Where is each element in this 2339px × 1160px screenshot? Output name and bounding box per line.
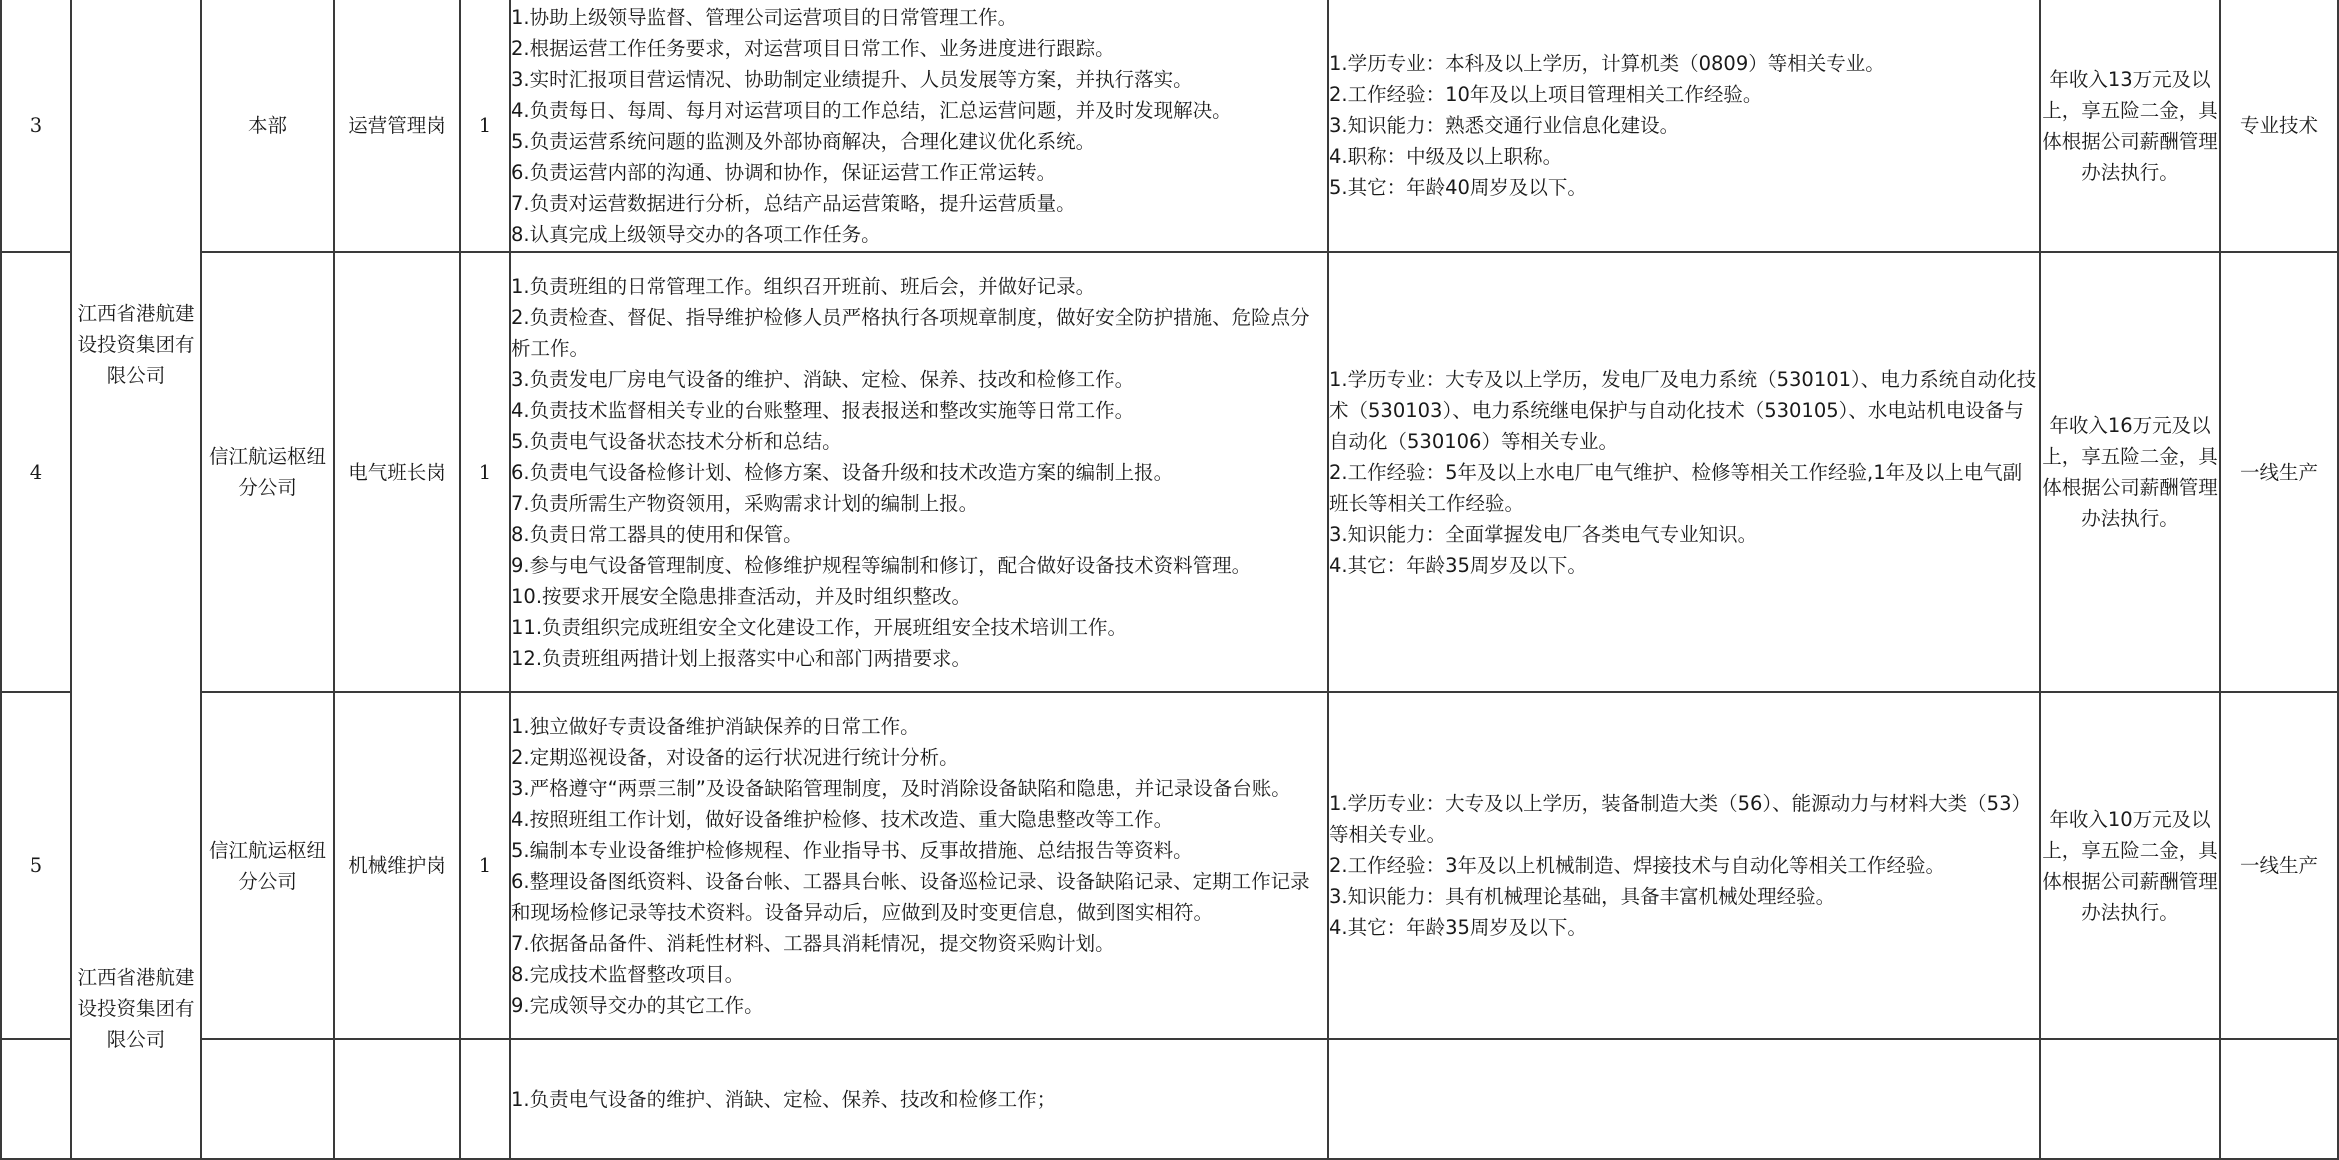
department-cell: 本部 bbox=[201, 0, 334, 252]
duty-line: 5.负责电气设备状态技术分析和总结。 bbox=[511, 429, 842, 453]
duty-line: 5.负责运营系统问题的监测及外部协商解决，合理化建议优化系统。 bbox=[511, 129, 1096, 153]
requirement-line: 4.其它：年龄35周岁及以下。 bbox=[1329, 553, 1587, 577]
category-cell: 一线生产 bbox=[2220, 252, 2338, 692]
duty-line: 6.整理设备图纸资料、设备台帐、工器具台帐、设备巡检记录、设备缺陷记录、定期工作记录和现场检修记录等技术资料。设备异动后，应做到及时变更信息，做到图实相符。 bbox=[511, 869, 1310, 924]
requirement-line: 3.知识能力：全面掌握发电厂各类电气专业知识。 bbox=[1329, 522, 1758, 546]
salary-text: 年收入16万元及以上，享五险二金，具体根据公司薪酬管理办法执行。 bbox=[2042, 414, 2218, 530]
duty-line: 10.按要求开展安全隐患排查活动，并及时组织整改。 bbox=[511, 584, 972, 608]
requirement-line: 3.知识能力：熟悉交通行业信息化建设。 bbox=[1329, 114, 1680, 137]
duty-line: 7.依据备品备件、消耗性材料、工器具消耗情况，提交物资采购计划。 bbox=[511, 931, 1115, 955]
row-number: 5 bbox=[1, 692, 71, 1039]
duty-line: 6.负责电气设备检修计划、检修方案、设备升级和技术改造方案的编制上报。 bbox=[511, 460, 1174, 484]
duty-line: 2.负责检查、督促、指导维护检修人员严格执行各项规章制度，做好安全防护措施、危险点分析工作。 bbox=[511, 305, 1310, 360]
requirements-cell bbox=[1328, 252, 2040, 692]
category-cell bbox=[2220, 1039, 2338, 1159]
duty-line: 12.负责班组两措计划上报落实中心和部门两措要求。 bbox=[511, 646, 972, 670]
duty-line: 2.根据运营工作任务要求，对运营项目日常工作、业务进度进行跟踪。 bbox=[511, 36, 1115, 60]
department-name: 信江航运枢纽分公司 bbox=[208, 445, 326, 499]
duty-line: 9.参与电气设备管理制度、检修维护规程等编制和修订，配合做好设备技术资料管理。 bbox=[511, 553, 1252, 577]
duty-line: 7.负责所需生产物资领用，采购需求计划的编制上报。 bbox=[511, 491, 979, 515]
duty-line: 1.协助上级领导监督、管理公司运营项目的日常管理工作。 bbox=[511, 5, 1018, 29]
salary-cell bbox=[2040, 1039, 2220, 1159]
position-cell bbox=[334, 1039, 460, 1159]
duty-line: 6.负责运营内部的沟通、协调和协作，保证运营工作正常运转。 bbox=[511, 160, 1057, 184]
duty-line: 3.严格遵守“两票三制”及设备缺陷管理制度，及时消除设备缺陷和隐患，并记录设备台账。 bbox=[511, 776, 1291, 800]
duties-cell bbox=[510, 692, 1328, 1039]
duty-line: 4.按照班组工作计划，做好设备维护检修、技术改造、重大隐患整改等工作。 bbox=[511, 807, 1174, 831]
duty-line: 3.实时汇报项目营运情况、协助制定业绩提升、人员发展等方案，并执行落实。 bbox=[511, 67, 1193, 91]
table-row bbox=[1, 252, 2338, 692]
duty-line: 3.负责发电厂房电气设备的维护、消缺、定检、保养、技改和检修工作。 bbox=[511, 367, 1135, 391]
row-number: 4 bbox=[1, 252, 71, 692]
requirement-line: 4.其它：年龄35周岁及以下。 bbox=[1329, 916, 1587, 939]
duties-cell bbox=[510, 0, 1328, 252]
headcount-cell: 1 bbox=[460, 0, 510, 252]
duty-line: 1.独立做好专责设备维护消缺保养的日常工作。 bbox=[511, 714, 920, 738]
duty-line: 4.负责技术监督相关专业的台账整理、报表报送和整改实施等日常工作。 bbox=[511, 398, 1135, 422]
duty-line: 8.完成技术监督整改项目。 bbox=[511, 962, 745, 986]
duty-line: 8.认真完成上级领导交办的各项工作任务。 bbox=[511, 222, 881, 246]
department-cell bbox=[201, 692, 334, 1039]
requirements-cell bbox=[1328, 692, 2040, 1039]
salary-text: 年收入10万元及以上，享五险二金，具体根据公司薪酬管理办法执行。 bbox=[2042, 807, 2218, 924]
headcount-cell bbox=[460, 1039, 510, 1159]
company-cell bbox=[71, 966, 201, 1159]
requirements-cell bbox=[1328, 1039, 2040, 1159]
requirement-line: 2.工作经验：10年及以上项目管理相关工作经验。 bbox=[1329, 83, 1763, 106]
department-cell bbox=[201, 1039, 334, 1159]
requirement-line: 1.学历专业：本科及以上学历，计算机类（0809）等相关专业。 bbox=[1329, 52, 1885, 75]
department-name: 信江航运枢纽分公司 bbox=[208, 838, 326, 893]
company-name: 江西省港航建设投资集团有限公司 bbox=[77, 302, 195, 387]
duty-line: 2.定期巡视设备，对设备的运行状况进行统计分析。 bbox=[511, 745, 959, 769]
requirement-line: 5.其它：年龄40周岁及以下。 bbox=[1329, 176, 1587, 199]
salary-cell bbox=[2040, 0, 2220, 252]
requirement-line: 4.职称：中级及以上职称。 bbox=[1329, 145, 1563, 168]
row-number: 3 bbox=[1, 0, 71, 252]
table-row bbox=[1, 692, 2338, 1039]
table-row bbox=[1, 1039, 2338, 1159]
duty-line: 1.负责班组的日常管理工作。组织召开班前、班后会，并做好记录。 bbox=[511, 274, 1096, 298]
requirement-line: 2.工作经验：5年及以上水电厂电气维护、检修等相关工作经验,1年及以上电气副班长等相关工作经验。 bbox=[1329, 460, 2023, 515]
duty-line: 7.负责对运营数据进行分析，总结产品运营策略，提升运营质量。 bbox=[511, 191, 1076, 215]
requirement-line: 1.学历专业：大专及以上学历，装备制造大类（56）、能源动力与材料大类（53）等相关专业。 bbox=[1329, 792, 2031, 846]
duties-cell bbox=[510, 1039, 1328, 1159]
company-name: 江西省港航建设投资集团有限公司 bbox=[77, 966, 195, 1051]
salary-cell bbox=[2040, 252, 2220, 692]
department-cell bbox=[201, 252, 334, 692]
requirement-line: 3.知识能力：具有机械理论基础，具备丰富机械处理经验。 bbox=[1329, 885, 1836, 908]
duty-line: 9.完成领导交办的其它工作。 bbox=[511, 993, 764, 1017]
position-cell: 运营管理岗 bbox=[334, 0, 460, 252]
duty-line: 4.负责每日、每周、每月对运营项目的工作总结，汇总运营问题，并及时发现解决。 bbox=[511, 98, 1232, 122]
company-cell bbox=[71, 0, 201, 1039]
position-cell: 机械维护岗 bbox=[334, 692, 460, 1039]
position-cell: 电气班长岗 bbox=[334, 252, 460, 692]
headcount-cell: 1 bbox=[460, 692, 510, 1039]
duties-cell bbox=[510, 252, 1328, 692]
category-cell: 专业技术 bbox=[2220, 0, 2338, 252]
duty-line: 8.负责日常工器具的使用和保管。 bbox=[511, 522, 803, 546]
table-row bbox=[1, 0, 2338, 252]
duty-line: 11.负责组织完成班组安全文化建设工作，开展班组安全技术培训工作。 bbox=[511, 615, 1128, 639]
requirements-cell bbox=[1328, 0, 2040, 252]
headcount-cell: 1 bbox=[460, 252, 510, 692]
category-cell: 一线生产 bbox=[2220, 692, 2338, 1039]
requirement-line: 1.学历专业：大专及以上学历，发电厂及电力系统（530101）、电力系统自动化技术（530103）、电力系统继电保护与自动化技术（530105）、水电站机电设备与自动化（530106）等相关专业。 bbox=[1329, 367, 2037, 453]
duty-line: 5.编制本专业设备维护检修规程、作业指导书、反事故措施、总结报告等资料。 bbox=[511, 838, 1193, 862]
requirement-line: 2.工作经验：3年及以上机械制造、焊接技术与自动化等相关工作经验。 bbox=[1329, 854, 1946, 877]
salary-text: 年收入13万元及以上，享五险二金，具体根据公司薪酬管理办法执行。 bbox=[2042, 67, 2218, 184]
duty-line: 1.负责电气设备的维护、消缺、定检、保养、技改和检修工作； bbox=[511, 1087, 1057, 1111]
salary-cell bbox=[2040, 692, 2220, 1039]
row-number bbox=[1, 1039, 71, 1159]
